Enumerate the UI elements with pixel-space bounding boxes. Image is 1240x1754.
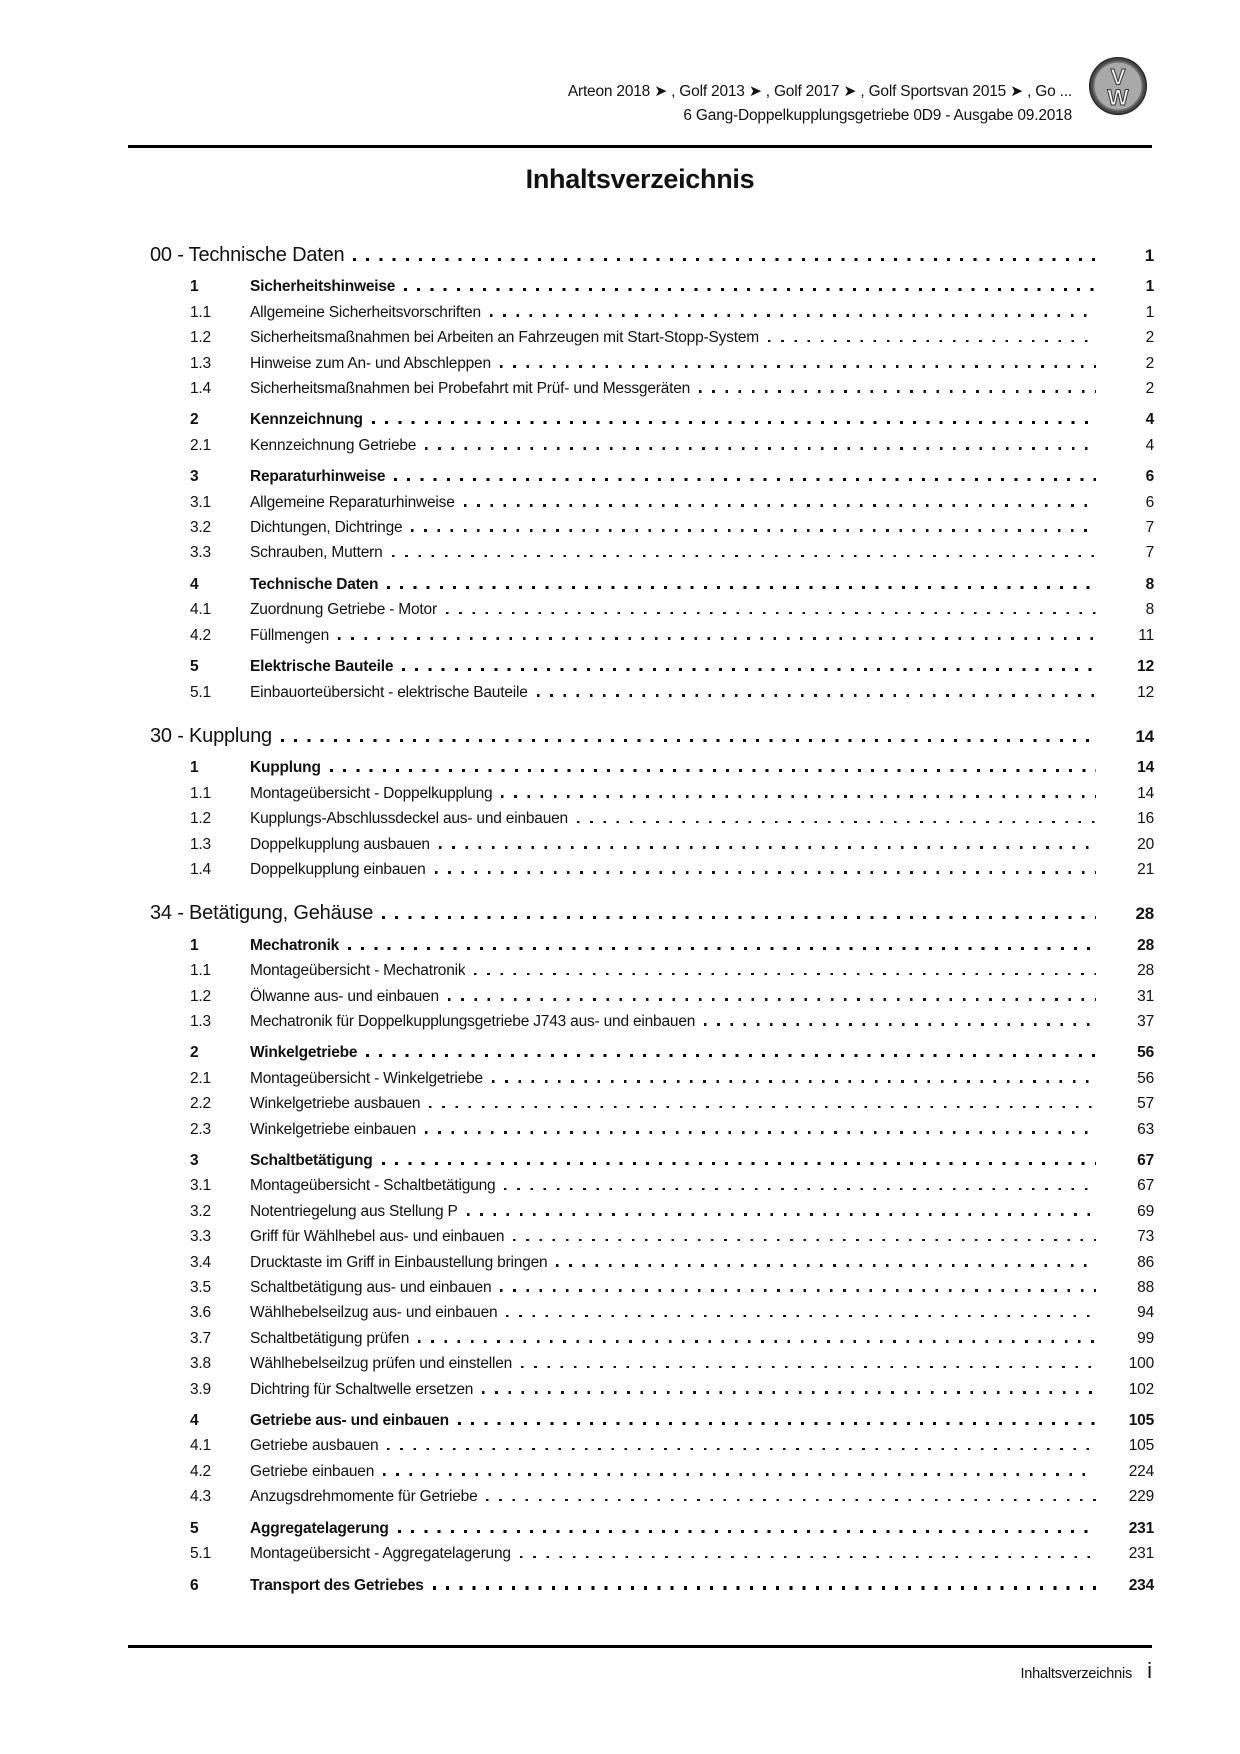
toc-entry-row <box>128 1300 1154 1325</box>
toc-entry-row <box>128 832 1154 857</box>
header <box>568 80 1072 128</box>
toc-entry-page: 8 <box>1145 575 1154 593</box>
toc-entry-number: 1.2 <box>190 810 211 828</box>
toc-entry-number: 3 <box>190 1152 199 1169</box>
toc-entry-number: 3.3 <box>190 544 211 562</box>
toc-entry-row <box>128 680 1154 705</box>
toc-entry-number: 3.2 <box>190 519 211 537</box>
dot-leader <box>501 795 1096 798</box>
toc-entry-row <box>128 933 1154 958</box>
toc-entry-number: 2.1 <box>190 436 211 454</box>
dot-leader <box>439 846 1096 849</box>
toc-entry-number: 3.5 <box>190 1279 211 1297</box>
dot-leader <box>425 1131 1096 1134</box>
toc-entry-number: 5 <box>190 1519 199 1537</box>
toc-entry-title: Mechatronik für Doppelkupplungsgetriebe J743 aus- und einbauen <box>250 1012 696 1030</box>
toc-entry-title: Schrauben, Muttern <box>250 544 383 562</box>
toc-entry-number: 2.3 <box>190 1120 211 1138</box>
toc-entry-page: 20 <box>1137 835 1154 853</box>
toc-entry-row <box>128 1408 1154 1433</box>
dot-leader <box>467 1213 1096 1216</box>
dot-leader <box>500 1289 1096 1292</box>
toc-entry-number: 1.1 <box>190 303 211 321</box>
toc-entry-row <box>128 1066 1154 1091</box>
dot-leader <box>330 769 1096 772</box>
toc-entry-number: 5.1 <box>190 683 211 701</box>
header-models-line: Arteon 2018 ➤ , Golf 2013 ➤ , Golf 2017 ➤ , Golf Sportsvan 2015 ➤ , Go ... <box>567 83 1072 100</box>
toc-entry-row <box>128 1009 1154 1034</box>
toc-entry-page: 102 <box>1128 1380 1154 1398</box>
toc-entry-number: 4 <box>190 575 199 593</box>
toc-entry-number: 3.6 <box>190 1304 211 1322</box>
toc-entry-row <box>128 274 1154 299</box>
vw-logo-icon <box>1088 56 1148 116</box>
toc-entry-title: Kupplung <box>250 759 321 777</box>
dot-leader <box>704 1023 1096 1026</box>
footer-page-number: i <box>1147 1658 1152 1683</box>
toc-entry-page: 63 <box>1137 1120 1154 1138</box>
dot-leader <box>448 998 1096 1001</box>
toc-entry-number: 3.3 <box>190 1228 211 1246</box>
toc-entry-page: 73 <box>1137 1228 1154 1246</box>
footer-section-label: Inhaltsverzeichnis <box>1020 1666 1133 1682</box>
toc-entry-row <box>128 433 1154 458</box>
toc-entry-page: 99 <box>1137 1329 1154 1347</box>
toc-entry-row <box>128 325 1154 350</box>
toc-entry-page: 2 <box>1145 329 1154 347</box>
toc-entry-page: 11 <box>1138 626 1154 644</box>
toc-entry-row <box>128 572 1154 597</box>
toc-entry-title: Technische Daten <box>250 575 379 593</box>
svg-text:W: W <box>1107 84 1129 110</box>
toc-entry-title: Winkelgetriebe <box>250 1044 358 1062</box>
dot-leader <box>366 1054 1096 1057</box>
toc-entry-row <box>128 1117 1154 1142</box>
dot-leader <box>398 1530 1096 1533</box>
toc-entry-number: 4.1 <box>190 1437 211 1455</box>
toc-entry-page: 67 <box>1137 1177 1154 1195</box>
toc-entry-title: Kennzeichnung <box>250 411 363 429</box>
page-title: Inhaltsverzeichnis <box>525 164 755 194</box>
dot-leader <box>506 1315 1096 1318</box>
toc-entry-page: 6 <box>1145 493 1154 511</box>
toc-entry-number: 6 <box>190 1576 199 1594</box>
dot-leader <box>446 612 1096 615</box>
toc-entry-number: 4 <box>190 1412 199 1430</box>
dot-leader <box>577 821 1096 824</box>
toc-entry-row <box>128 540 1154 565</box>
toc-entry-row <box>128 958 1154 983</box>
toc-entry-number: 4.3 <box>190 1488 211 1506</box>
toc-entry-page: 105 <box>1128 1412 1154 1430</box>
toc-entry-number: 2.1 <box>190 1069 211 1087</box>
toc-entry-title: Montageübersicht - Doppelkupplung <box>250 784 493 802</box>
toc-entry-number: 4.2 <box>190 626 211 644</box>
toc-entry-number: 3.4 <box>190 1253 211 1271</box>
header-subtitle-line: 6 Gang-Doppelkupplungsgetriebe 0D9 - Ausgabe 09.2018 <box>683 107 1072 124</box>
toc-entry-page: 6 <box>1145 468 1154 486</box>
toc-entry-row <box>128 351 1154 376</box>
toc-entry-row <box>128 1224 1154 1249</box>
toc-entry-title: Ölwanne aus- und einbauen <box>250 987 439 1005</box>
dot-leader <box>500 365 1096 368</box>
toc-chapter-page: 14 <box>1135 726 1154 746</box>
toc-entry-title: Montageübersicht - Winkelgetriebe <box>250 1069 483 1087</box>
toc-entry-number: 1 <box>190 278 199 296</box>
toc-entry-row <box>128 857 1154 882</box>
dot-leader <box>411 529 1096 532</box>
dot-leader <box>520 1556 1096 1559</box>
toc-entry-row <box>128 490 1154 515</box>
toc-entry-title: Dichtungen, Dichtringe <box>250 519 403 537</box>
toc-entry-number: 5 <box>190 658 199 676</box>
toc-entry-page: 8 <box>1145 601 1154 619</box>
dot-leader <box>464 504 1096 507</box>
toc-entry-row <box>128 1173 1154 1198</box>
toc-entry-row <box>128 597 1154 622</box>
toc-entry-number: 3.8 <box>190 1355 211 1373</box>
toc-entry-page: 37 <box>1137 1012 1154 1030</box>
toc-entry-page: 31 <box>1137 987 1154 1005</box>
dot-leader <box>281 739 1096 742</box>
toc-entry-title: Reparaturhinweise <box>250 468 386 486</box>
toc-entry-title: Schaltbetätigung <box>250 1152 373 1169</box>
toc-entry-row <box>128 1148 1154 1173</box>
dot-leader <box>474 973 1096 976</box>
dot-leader <box>348 947 1096 950</box>
dot-leader <box>537 694 1096 697</box>
toc-entry-title: Wählhebelseilzug aus- und einbauen <box>250 1304 498 1322</box>
toc-entry-number: 1.3 <box>190 1012 211 1030</box>
toc-entry-page: 12 <box>1137 683 1154 701</box>
dot-leader <box>768 340 1096 343</box>
toc-entry-title: Doppelkupplung einbauen <box>250 860 426 878</box>
toc-entry-number: 2 <box>190 411 199 429</box>
toc-entry-row <box>128 1275 1154 1300</box>
toc-entry-page: 234 <box>1128 1576 1154 1594</box>
toc-entry-page: 4 <box>1145 411 1154 429</box>
toc-entry-row <box>128 984 1154 1009</box>
toc-entry-title: Elektrische Bauteile <box>250 658 394 676</box>
toc-entry-number: 4.2 <box>190 1462 211 1480</box>
toc-entry-number: 1.4 <box>190 380 211 398</box>
toc-entry-page: 105 <box>1128 1437 1154 1455</box>
dot-leader <box>513 1239 1096 1242</box>
dot-leader <box>504 1188 1096 1191</box>
dot-leader <box>353 258 1096 261</box>
toc-entry-page: 56 <box>1137 1069 1154 1087</box>
toc-entry-row <box>128 1433 1154 1458</box>
toc-entry-number: 1.3 <box>190 835 211 853</box>
toc-entry-title: Schaltbetätigung aus- und einbauen <box>250 1279 492 1297</box>
toc-entry-row <box>128 654 1154 679</box>
toc-entry-page: 2 <box>1145 380 1154 398</box>
toc-chapter-row <box>128 243 1154 268</box>
toc-entry-row <box>128 1040 1154 1065</box>
dot-leader <box>556 1264 1096 1267</box>
toc-entry-row <box>128 464 1154 489</box>
toc-entry-number: 3.1 <box>190 1177 211 1195</box>
toc-entry-page: 229 <box>1128 1488 1154 1506</box>
toc-entry-title: Dichtring für Schaltwelle ersetzen <box>250 1380 474 1398</box>
toc-entry-number: 3.9 <box>190 1380 211 1398</box>
toc <box>128 243 1154 1598</box>
toc-chapter-label: 34 - Betätigung, Gehäuse <box>150 902 374 925</box>
toc-entry-title: Getriebe aus- und einbauen <box>250 1412 449 1430</box>
dot-leader <box>387 586 1096 589</box>
toc-chapter-row <box>128 901 1154 926</box>
toc-chapter-label: 00 - Technische Daten <box>150 244 345 266</box>
dot-leader <box>425 447 1096 450</box>
dot-leader <box>458 1422 1096 1425</box>
toc-entry-title: Zuordnung Getriebe - Motor <box>250 601 437 619</box>
toc-entry-page: 67 <box>1137 1152 1154 1169</box>
toc-entry-title: Schaltbetätigung prüfen <box>250 1329 410 1347</box>
toc-entry-page: 28 <box>1137 936 1154 954</box>
dot-leader <box>392 555 1096 558</box>
toc-entry-title: Allgemeine Sicherheitsvorschriften <box>250 303 481 321</box>
toc-entry-row <box>128 376 1154 401</box>
toc-entry-title: Sicherheitsmaßnahmen bei Probefahrt mit Prüf- und Messgeräten <box>250 380 691 398</box>
dot-leader <box>418 1340 1096 1343</box>
dot-leader <box>404 288 1096 291</box>
toc-entry-row <box>128 1459 1154 1484</box>
toc-entry-number: 3.7 <box>190 1329 211 1347</box>
toc-entry-number: 1 <box>190 936 199 954</box>
dot-leader <box>486 1499 1096 1502</box>
toc-entry-number: 1.3 <box>190 354 211 372</box>
toc-entry-page: 94 <box>1137 1304 1154 1322</box>
footer-divider <box>128 1645 1152 1648</box>
toc-entry-row <box>128 1326 1154 1351</box>
toc-entry-number: 2.2 <box>190 1095 211 1113</box>
toc-entry-page: 16 <box>1137 810 1154 828</box>
toc-entry-row <box>128 1199 1154 1224</box>
toc-entry-title: Hinweise zum An- und Abschleppen <box>250 354 491 372</box>
toc-entry-title: Getriebe ausbauen <box>250 1437 379 1455</box>
toc-entry-title: Allgemeine Reparaturhinweise <box>250 493 455 511</box>
toc-entry-page: 231 <box>1128 1545 1154 1563</box>
dot-leader <box>394 478 1096 481</box>
toc-entry-number: 1.2 <box>190 987 211 1005</box>
toc-entry-title: Winkelgetriebe ausbauen <box>250 1095 421 1113</box>
toc-entry-row <box>128 781 1154 806</box>
toc-entry-title: Sicherheitshinweise <box>250 278 396 296</box>
dot-leader <box>382 916 1096 919</box>
footer <box>128 1658 1152 1684</box>
toc-entry-row <box>128 300 1154 325</box>
toc-entry-row <box>128 1573 1154 1598</box>
toc-chapter-page: 1 <box>1144 246 1154 265</box>
dot-leader <box>492 1080 1096 1083</box>
toc-entry-title: Winkelgetriebe einbauen <box>250 1120 417 1138</box>
dot-leader <box>482 1391 1096 1394</box>
toc-entry-page: 12 <box>1137 658 1154 676</box>
toc-entry-title: Wählhebelseilzug prüfen und einstellen <box>250 1355 513 1373</box>
toc-entry-page: 88 <box>1137 1279 1154 1297</box>
toc-entry-number: 1.1 <box>190 962 211 980</box>
toc-entry-title: Anzugsdrehmomente für Getriebe <box>250 1488 478 1506</box>
dot-leader <box>338 637 1096 640</box>
toc-entry-title: Getriebe einbauen <box>250 1462 375 1480</box>
toc-entry-row <box>128 1091 1154 1116</box>
toc-entry-page: 69 <box>1137 1202 1154 1220</box>
dot-leader <box>372 421 1096 424</box>
toc-entry-page: 7 <box>1145 519 1154 537</box>
toc-entry-page: 57 <box>1137 1095 1154 1113</box>
toc-entry-row <box>128 1541 1154 1566</box>
toc-entry-page: 4 <box>1145 436 1154 454</box>
dot-leader <box>490 314 1096 317</box>
toc-entry-number: 1.4 <box>190 860 211 878</box>
toc-entry-page: 224 <box>1128 1462 1154 1480</box>
dot-leader <box>387 1448 1096 1451</box>
toc-entry-number: 3.1 <box>190 493 211 511</box>
toc-entry-row <box>128 1516 1154 1541</box>
toc-entry-title: Kennzeichnung Getriebe <box>250 436 417 454</box>
toc-entry-number: 1 <box>190 759 199 777</box>
toc-entry-number: 1.1 <box>190 784 211 802</box>
toc-entry-title: Montageübersicht - Mechatronik <box>250 962 466 980</box>
dot-leader <box>382 1162 1096 1165</box>
dot-leader <box>435 871 1096 874</box>
toc-entry-number: 2 <box>190 1044 199 1062</box>
toc-entry-page: 56 <box>1137 1044 1154 1062</box>
toc-entry-title: Transport des Getriebes <box>250 1576 424 1594</box>
toc-entry-number: 3 <box>190 468 199 486</box>
toc-entry-page: 28 <box>1137 962 1154 980</box>
toc-entry-page: 7 <box>1145 544 1154 562</box>
dot-leader <box>383 1473 1096 1476</box>
toc-entry-row <box>128 515 1154 540</box>
toc-entry-page: 1 <box>1145 303 1154 321</box>
toc-entry-row <box>128 1484 1154 1509</box>
toc-entry-page: 14 <box>1137 784 1154 802</box>
toc-entry-page: 100 <box>1128 1355 1154 1373</box>
toc-entry-page: 1 <box>1145 278 1154 296</box>
toc-entry-title: Notentriegelung aus Stellung P <box>250 1202 458 1220</box>
svg-text:V: V <box>1110 64 1126 90</box>
toc-entry-row <box>128 1250 1154 1275</box>
toc-entry-row <box>128 806 1154 831</box>
toc-entry-page: 231 <box>1128 1519 1154 1537</box>
toc-entry-number: 4.1 <box>190 601 211 619</box>
dot-leader <box>521 1366 1096 1369</box>
toc-entry-title: Mechatronik <box>250 936 340 954</box>
toc-entry-title: Füllmengen <box>250 626 329 644</box>
dot-leader <box>429 1106 1096 1109</box>
toc-chapter-page: 28 <box>1135 904 1154 924</box>
toc-entry-title: Doppelkupplung ausbauen <box>250 835 430 853</box>
toc-entry-number: 1.2 <box>190 329 211 347</box>
toc-entry-title: Sicherheitsmaßnahmen bei Arbeiten an Fahrzeugen mit Start-Stopp-System <box>250 329 759 347</box>
dot-leader <box>699 390 1096 393</box>
toc-chapter-label: 30 - Kupplung <box>150 724 272 747</box>
toc-entry-row <box>128 1351 1154 1376</box>
toc-entry-page: 86 <box>1137 1253 1154 1271</box>
dot-leader <box>433 1586 1096 1589</box>
toc-entry-page: 21 <box>1137 860 1154 878</box>
toc-entry-page: 2 <box>1145 354 1154 372</box>
toc-entry-row <box>128 407 1154 432</box>
toc-entry-page: 14 <box>1137 759 1154 777</box>
toc-entry-number: 5.1 <box>190 1545 211 1563</box>
toc-entry-title: Montageübersicht - Aggregatelagerung <box>250 1545 511 1563</box>
toc-entry-title: Kupplungs-Abschlussdeckel aus- und einbauen <box>250 810 568 828</box>
toc-entry-title: Griff für Wählhebel aus- und einbauen <box>250 1228 505 1246</box>
header-divider <box>128 145 1152 148</box>
toc-entry-title: Einbauorteübersicht - elektrische Bauteile <box>250 683 528 701</box>
dot-leader <box>402 668 1096 671</box>
toc-entry-row <box>128 755 1154 780</box>
toc-entry-row <box>128 1377 1154 1402</box>
toc-entry-row <box>128 623 1154 648</box>
toc-entry-title: Drucktaste im Griff in Einbaustellung bringen <box>250 1253 548 1271</box>
toc-chapter-row <box>128 724 1154 749</box>
toc-entry-title: Aggregatelagerung <box>250 1519 389 1537</box>
toc-entry-title: Montageübersicht - Schaltbetätigung <box>250 1177 496 1195</box>
toc-entry-number: 3.2 <box>190 1202 211 1220</box>
